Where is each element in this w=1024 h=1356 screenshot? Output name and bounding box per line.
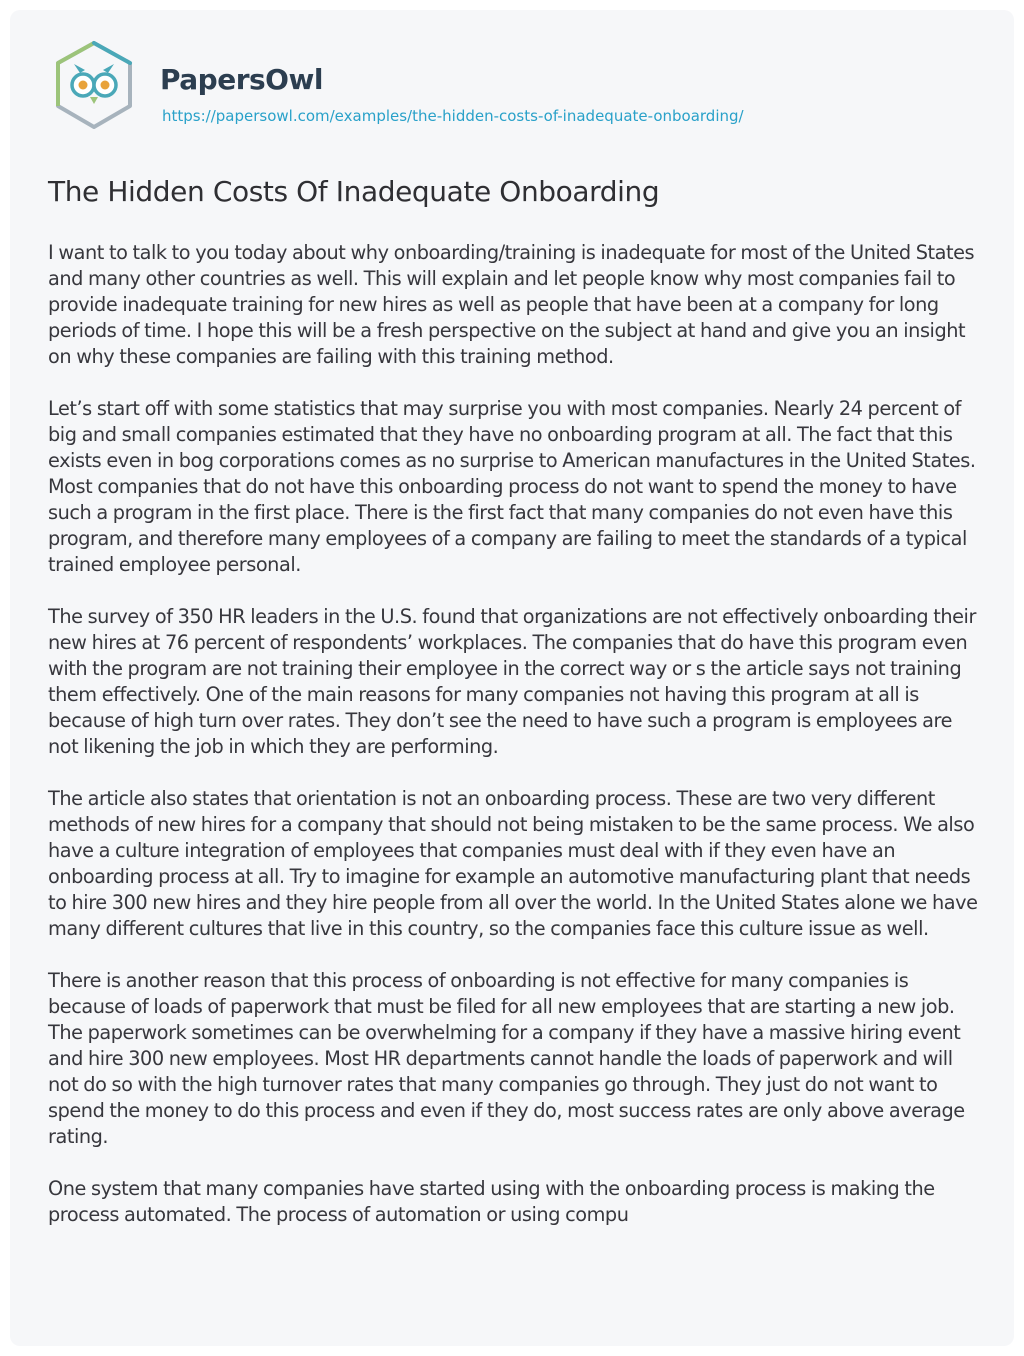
brand-name[interactable]: PapersOwl [160,63,323,96]
page-card [10,10,1014,1346]
source-url-link[interactable]: https://papersowl.com/examples/the-hidden-costs-of-inadequate-onboarding/ [162,107,744,125]
paragraph: One system that many companies have started using with the onboarding process is making the process automated. The process of automation or using compu [48,1177,935,1226]
paragraph: I want to talk to you today about why onboarding/training is inadequate for most of the United States and many other countries as well. This will explain and let people know why most companies fail to provide inadequate training for new hires as well as people that have been at a company for long periods of time. I hope this will be a fresh perspective on the subject at hand and give you an insight on why these companies are failing with this training method. [48,241,975,368]
article-body [48,240,980,1254]
paragraph: The article also states that orientation is not an onboarding process. These are two very different methods of new hires for a company that should not being mistaken to be the same process. We also have a culture integration of employees that companies must deal with if they even have an onboarding process at all. Try to imagine for example an automotive manufacturing plant that needs to hire 300 new hires and they hire people from all over the world. In the United States alone we have many different cultures that live in this country, so the companies face this culture issue as well. [48,787,978,940]
header [50,40,990,130]
owl-logo-icon[interactable] [50,40,138,130]
article-title: The Hidden Costs Of Inadequate Onboarding [48,175,660,208]
paragraph: The survey of 350 HR leaders in the U.S. found that organizations are not effectively onboarding their new hires at 76 percent of respondents’ workplaces. The companies that do have this program even with the program are not training their employee in the correct way or s the article says not training them effectively. One of the main reasons for many companies not having this program at all is because of high turn over rates. They don’t see the need to have such a program is employees are not likening the job in which they are performing. [48,605,976,758]
paragraph: There is another reason that this process of onboarding is not effective for many companies is because of loads of paperwork that must be filed for all new employees that are starting a new job. The paperwork sometimes can be overwhelming for a company if they have a massive hiring event and hire 300 new employees. Most HR departments cannot handle the loads of paperwork and will not do so with the high turnover rates that many companies go through. They just do not want to spend the money to do this process and even if they do, most success rates are only above average rating. [48,969,965,1148]
paragraph: Let’s start off with some statistics that may surprise you with most companies. Nearly 24 percent of big and small companies estimated that they have no onboarding program at all. The fact that this exists even in bog corporations comes as no surprise to American manufactures in the United States. Most companies that do not have this onboarding process do not want to spend the money to have such a program in the first place. There is the first fact that many companies do not even have this program, and therefore many employees of a company are failing to meet the standards of a typical trained employee personal. [48,397,976,576]
